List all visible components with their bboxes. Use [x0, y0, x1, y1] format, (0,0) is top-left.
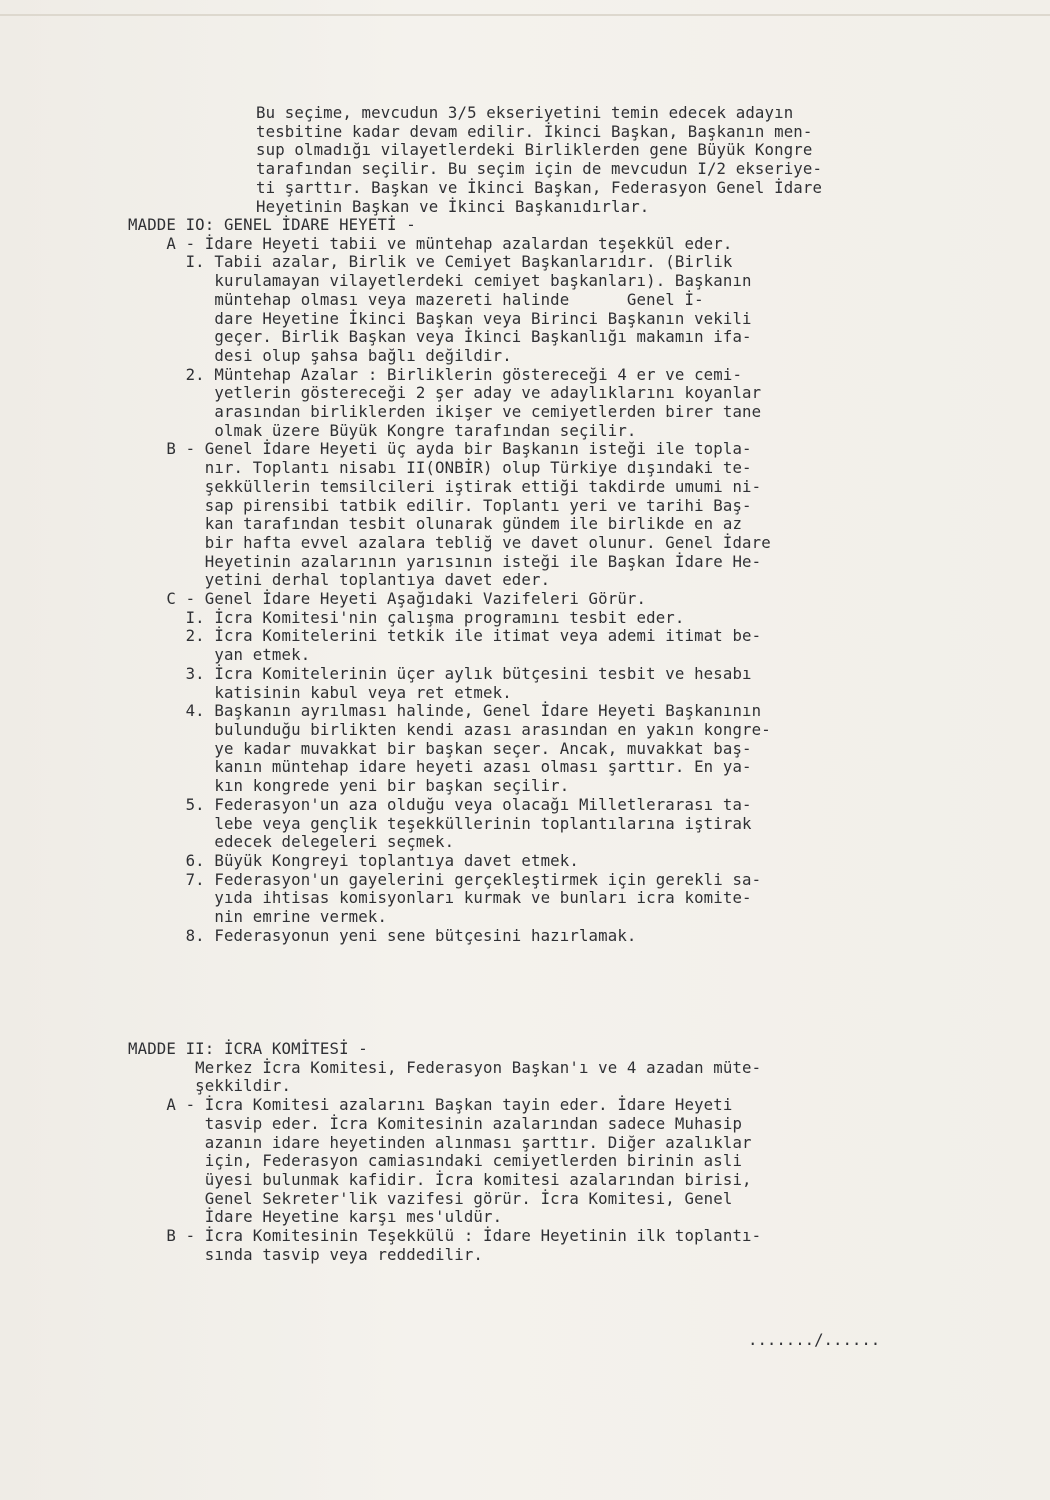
text-line: A - İcra Komitesi azalarını Başkan tayin eder. İdare Heyeti — [128, 1095, 733, 1115]
text-line: olmak üzere Büyük Kongre tarafından seçilir. — [128, 420, 637, 440]
text-line: yıda ihtisas komisyonları kurmak ve bunları icra komite- — [128, 888, 752, 908]
page-continuation-marker: ......./...... — [748, 1330, 881, 1349]
text-line: kurulamayan vilayetlerdeki cemiyet başkanları). Başkanın — [128, 271, 752, 291]
text-line: 8. Federasyonun yeni sene bütçesini hazırlamak. — [128, 925, 637, 945]
text-line: tasvip eder. İcra Komitesinin azalarından sadece Muhasip — [128, 1113, 743, 1133]
text-line: 5. Federasyon'un aza olduğu veya olacağı Milletlerarası ta- — [128, 794, 752, 814]
text-line: kın kongrede yeni bir başkan seçilir. — [128, 776, 570, 796]
text-line: 3. İcra Komitelerinin üçer aylık bütçesini tesbit ve hesabı — [128, 663, 752, 683]
text-line: ye kadar muvakkat bir başkan seçer. Ancak, muvakkat baş- — [128, 738, 752, 758]
text-line: 2. İcra Komitelerini tetkik ile itimat veya ademi itimat be- — [128, 626, 762, 646]
text-line: Bu seçime, mevcudun 3/5 ekseriyetini temin edecek adayın — [256, 103, 794, 122]
text-line: 4. Başkanın ayrılması halinde, Genel İdare Heyeti Başkanının — [128, 701, 762, 721]
text-line: MADDE IO: GENEL İDARE HEYETİ - — [128, 215, 416, 234]
text-line: Genel Sekreter'lik vazifesi görür. İcra Komitesi, Genel — [128, 1188, 733, 1208]
text-line: katisinin kabul veya ret etmek. — [128, 682, 512, 702]
paper-fold-line — [0, 14, 1050, 16]
text-line: 6. Büyük Kongreyi toplantıya davet etmek. — [128, 850, 579, 870]
text-line: MADDE II: İCRA KOMİTESİ - — [128, 1039, 368, 1058]
text-line: dare Heyetine İkinci Başkan veya Birinci Başkanın vekili — [128, 308, 752, 328]
madde-11-icra-komitesi — [128, 1040, 761, 1264]
madde-10-genel-idare-heyeti — [128, 216, 771, 945]
text-line: için, Federasyon camiasındaki cemiyetlerden birinin asli — [128, 1151, 743, 1171]
text-line: desi olup şahsa bağlı değildir. — [128, 345, 512, 365]
text-line: azanın idare heyetinden alınması şarttır. Diğer azalıklar — [128, 1132, 752, 1152]
text-line: B - İcra Komitesinin Teşekkülü : İdare Heyetinin ilk toplantı- — [128, 1226, 762, 1246]
text-line: bulunduğu birlikten kendi azası arasından en yakın kongre- — [128, 719, 771, 739]
text-line: I. Tabii azalar, Birlik ve Cemiyet Başkanlarıdır. (Birlik — [128, 252, 733, 272]
text-line: nır. Toplantı nisabı II(ONBİR) olup Türkiye dışındaki te- — [128, 458, 752, 478]
text-line: müntehap olması veya mazereti halinde Genel İ- — [128, 289, 704, 309]
text-line: tesbitine kadar devam edilir. İkinci Başkan, Başkanın men- — [256, 121, 813, 141]
text-line: sap pirensibi tatbik edilir. Toplantı yeri ve tarihi Baş- — [128, 495, 752, 515]
text-line: yetini derhal toplantıya davet eder. — [128, 570, 551, 590]
text-line: İdare Heyetine karşı mes'uldür. — [128, 1207, 503, 1227]
text-line: edecek delegeleri seçmek. — [128, 832, 455, 852]
text-line: kan tarafından tesbit olunarak gündem ile birlikde en az — [128, 514, 743, 534]
text-line: Heyetinin Başkan ve İkinci Başkanıdırlar. — [256, 196, 650, 216]
text-line: yetlerin göstereceği 2 şer aday ve adaylıklarını koyanlar — [128, 383, 762, 403]
text-line: şekkildir. — [128, 1076, 292, 1096]
text-line: Heyetinin azalarının yarısının isteği ile Başkan İdare He- — [128, 551, 762, 571]
text-line: B - Genel İdare Heyeti üç ayda bir Başkanın isteği ile topla- — [128, 439, 752, 459]
text-line: bir hafta evvel azalara tebliğ ve davet olunur. Genel İdare — [128, 532, 771, 552]
text-line: arasından birliklerden ikişer ve cemiyetlerden birer tane — [128, 402, 762, 422]
text-line: yan etmek. — [128, 645, 311, 665]
text-line: 7. Federasyon'un gayelerini gerçekleştirmek için gerekli sa- — [128, 869, 762, 889]
text-line: Merkez İcra Komitesi, Federasyon Başkan'ı ve 4 azadan müte- — [128, 1057, 762, 1077]
text-line: A - İdare Heyeti tabii ve müntehap azalardan teşekkül eder. — [128, 233, 733, 253]
intro-paragraph — [256, 104, 822, 216]
text-line: sında tasvip veya reddedilir. — [128, 1244, 484, 1264]
text-line: C - Genel İdare Heyeti Aşağıdaki Vazifeleri Görür. — [128, 589, 647, 609]
text-line: sup olmadığı vilayetlerdeki Birliklerden gene Büyük Kongre — [256, 140, 813, 160]
text-line: lebe veya gençlik teşekküllerinin toplantılarına iştirak — [128, 813, 752, 833]
text-line: I. İcra Komitesi'nin çalışma programını tesbit eder. — [128, 607, 685, 627]
text-line: ti şarttır. Başkan ve İkinci Başkan, Federasyon Genel İdare — [256, 177, 823, 197]
text-line: 2. Müntehap Azalar : Birliklerin göstereceği 4 er ve cemi- — [128, 364, 743, 384]
text-line: tarafından seçilir. Bu seçim için de mevcudun I/2 ekseriye- — [256, 159, 823, 179]
text-line: şekküllerin temsilcileri iştirak ettiği takdirde umumi ni- — [128, 476, 762, 496]
text-line: kanın müntehap idare heyeti azası olması şarttır. En ya- — [128, 757, 752, 777]
text-line: nin emrine vermek. — [128, 907, 388, 927]
text-line: üyesi bulunmak kafidir. İcra komitesi azalarından birisi, — [128, 1169, 752, 1189]
text-line: geçer. Birlik Başkan veya İkinci Başkanlığı makamın ifa- — [128, 327, 752, 347]
